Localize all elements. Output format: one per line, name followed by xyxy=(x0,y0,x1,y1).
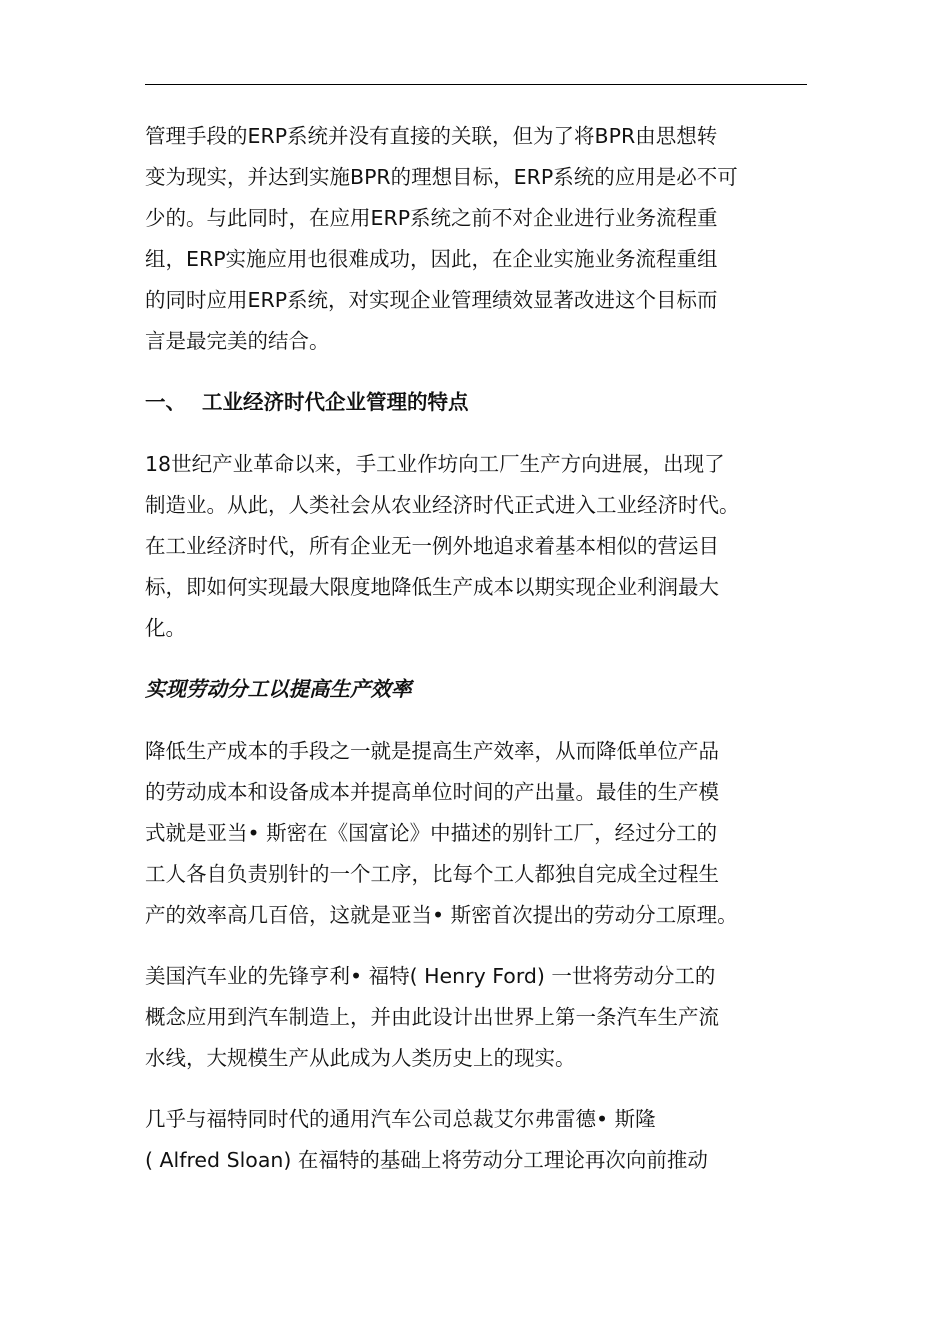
text-line: 产的效率高几百倍，这就是亚当• 斯密首次提出的劳动分工原理。 xyxy=(145,903,738,927)
text-line: 在工业经济时代，所有企业无一例外地追求着基本相似的营运目 xyxy=(145,534,719,558)
text-line: 管理手段的ERP系统并没有直接的关联，但为了将BPR由思想转 xyxy=(145,124,718,148)
text-line: 制造业。从此，人类社会从农业经济时代正式进入工业经济时代。 xyxy=(145,493,740,517)
section-heading xyxy=(145,382,845,423)
paragraph-alfred-sloan xyxy=(145,1099,845,1181)
section-number: 一、 xyxy=(145,390,186,414)
text-line: 水线，大规模生产从此成为人类历史上的现实。 xyxy=(145,1046,576,1070)
text-line: 组，ERP实施应用也很难成功，因此，在企业实施业务流程重组 xyxy=(145,247,718,271)
subsection-heading: 实现劳动分工以提高生产效率 xyxy=(145,677,412,701)
section-title: 工业经济时代企业管理的特点 xyxy=(202,390,469,414)
text-line: 美国汽车业的先锋亨利• 福特( Henry Ford) 一世将劳动分工的 xyxy=(145,964,716,988)
paragraph-erp-bpr xyxy=(145,116,845,362)
text-line: 几乎与福特同时代的通用汽车公司总裁艾尔弗雷德• 斯隆 xyxy=(145,1107,656,1131)
text-line: 变为现实，并达到实施BPR的理想目标，ERP系统的应用是必不可 xyxy=(145,165,738,189)
text-line: 少的。与此同时，在应用ERP系统之前不对企业进行业务流程重 xyxy=(145,206,718,230)
text-line: 言是最完美的结合。 xyxy=(145,329,330,353)
text-line: ( Alfred Sloan) 在福特的基础上将劳动分工理论再次向前推动 xyxy=(145,1148,708,1172)
paragraph-industrial-era xyxy=(145,444,845,649)
text-line: 的劳动成本和设备成本并提高单位时间的产出量。最佳的生产模 xyxy=(145,780,719,804)
paragraph-division-of-labor xyxy=(145,731,845,936)
text-line: 概念应用到汽车制造上，并由此设计出世界上第一条汽车生产流 xyxy=(145,1005,719,1029)
document-body xyxy=(145,116,845,1201)
text-line: 工人各自负责别针的一个工序，比每个工人都独自完成全过程生 xyxy=(145,862,719,886)
text-line: 降低生产成本的手段之一就是提高生产效率，从而降低单位产品 xyxy=(145,739,719,763)
text-line: 的同时应用ERP系统，对实现企业管理绩效显著改进这个目标而 xyxy=(145,288,718,312)
text-line: 18世纪产业革命以来，手工业作坊向工厂生产方向进展，出现了 xyxy=(145,452,725,476)
text-line: 式就是亚当• 斯密在《国富论》中描述的别针工厂，经过分工的 xyxy=(145,821,718,845)
text-line: 标，即如何实现最大限度地降低生产成本以期实现企业利润最大 xyxy=(145,575,719,599)
paragraph-henry-ford xyxy=(145,956,845,1079)
text-line: 化。 xyxy=(145,616,186,640)
header-rule xyxy=(145,84,807,85)
